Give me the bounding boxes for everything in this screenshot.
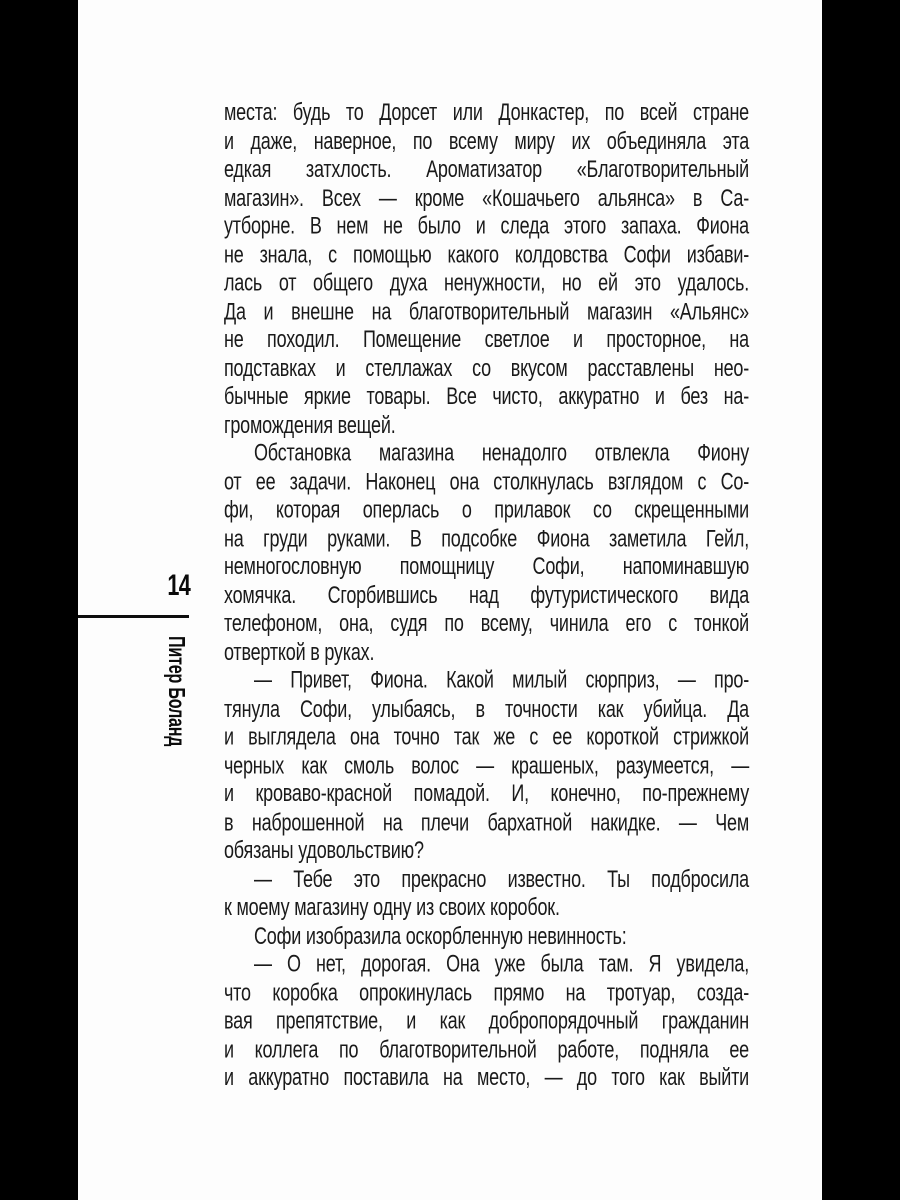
text-line: громождения вещей. [224,411,396,438]
text-line: и коллега по благотворительной работе, подняла ее [224,1035,749,1062]
text-line: и даже, наверное, по всему миру их объединяла эта [224,127,749,154]
text-line: тянула Софи, улыбаясь, в точности как убийца. Да [224,694,749,722]
body-text-column [224,99,749,1092]
text-line: Софи изобразила оскорбленную невинность: [254,922,627,949]
text-line: что коробка опрокинулась прямо на тротуар, созда- [224,978,749,1006]
text-line: телефоном, она, судя по всему, чинила его с тонкой [224,609,749,637]
text-line: не знала, с помощью какого колдовства Софи избави- [224,240,749,268]
text-line: — О нет, дорогая. Она уже была там. Я увидела, [254,950,749,977]
text-line: и кроваво-красной помадой. И, конечно, по-прежнему [224,780,749,807]
left-black-bar [0,0,78,1200]
text-line: от ее задачи. Наконец она столкнулась взглядом с Со- [224,467,749,495]
text-line: на груди руками. В подсобке Фиона заметила Гейл, [224,524,749,552]
text-line: места: будь то Дорсет или Донкастер, по всей стране [224,99,749,126]
text-line: в наброшенной на плечи бархатной накидке. — Чем [224,808,749,835]
text-line: к моему магазину одну из своих коробок. [224,893,560,921]
text-line: черных как смоль волос — крашеных, разумеется, — [224,751,749,779]
text-line: — Привет, Фиона. Какой милый сюрприз, — про- [254,666,749,693]
text-line: немногословную помощницу Софи, напоминавшую [224,553,749,580]
text-line: утборне. В нем не было и следа этого запаха. Фиона [224,212,749,239]
page-number: 14 [167,569,190,602]
text-line: вая препятствие, и как добропорядочный гражданин [224,1007,749,1034]
text-line: не походил. Помещение светлое и просторное, на [224,326,749,353]
right-black-bar [822,0,900,1200]
text-line: лась от общего духа ненужности, но ей это удалось. [224,269,749,296]
text-line: магазин». Всех — кроме «Кошачьего альянса» в Са- [224,184,749,211]
text-line: Да и внешне на благотворительный магазин «Альянс» [224,297,749,325]
text-line: подставках и стеллажах со вкусом расставлены нео- [224,354,749,381]
text-line: и выглядела она точно так же с ее короткой стрижкой [224,723,749,750]
text-line: отверткой в руках. [224,638,375,665]
text-line: едкая затхлость. Ароматизатор «Благотворительный [224,155,749,183]
text-line: хомячка. Сгорбившись над футуристического вида [224,581,749,608]
text-line: и аккуратно поставила на место, — до того как выйти [224,1063,749,1091]
author-name-vertical [164,636,190,793]
text-line: фи, которая оперлась о прилавок со скрещенными [224,496,749,523]
text-line: бычные яркие товары. Все чисто, аккуратно и без на- [224,382,749,410]
text-line: — Тебе это прекрасно известно. Ты подбросила [254,865,749,892]
margin-rule [78,615,189,618]
author-name-label: Питер Боланд [164,636,190,747]
text-line: Обстановка магазина ненадолго отвлекла Фиону [254,439,749,466]
text-line: обязаны удовольствию? [224,836,424,864]
